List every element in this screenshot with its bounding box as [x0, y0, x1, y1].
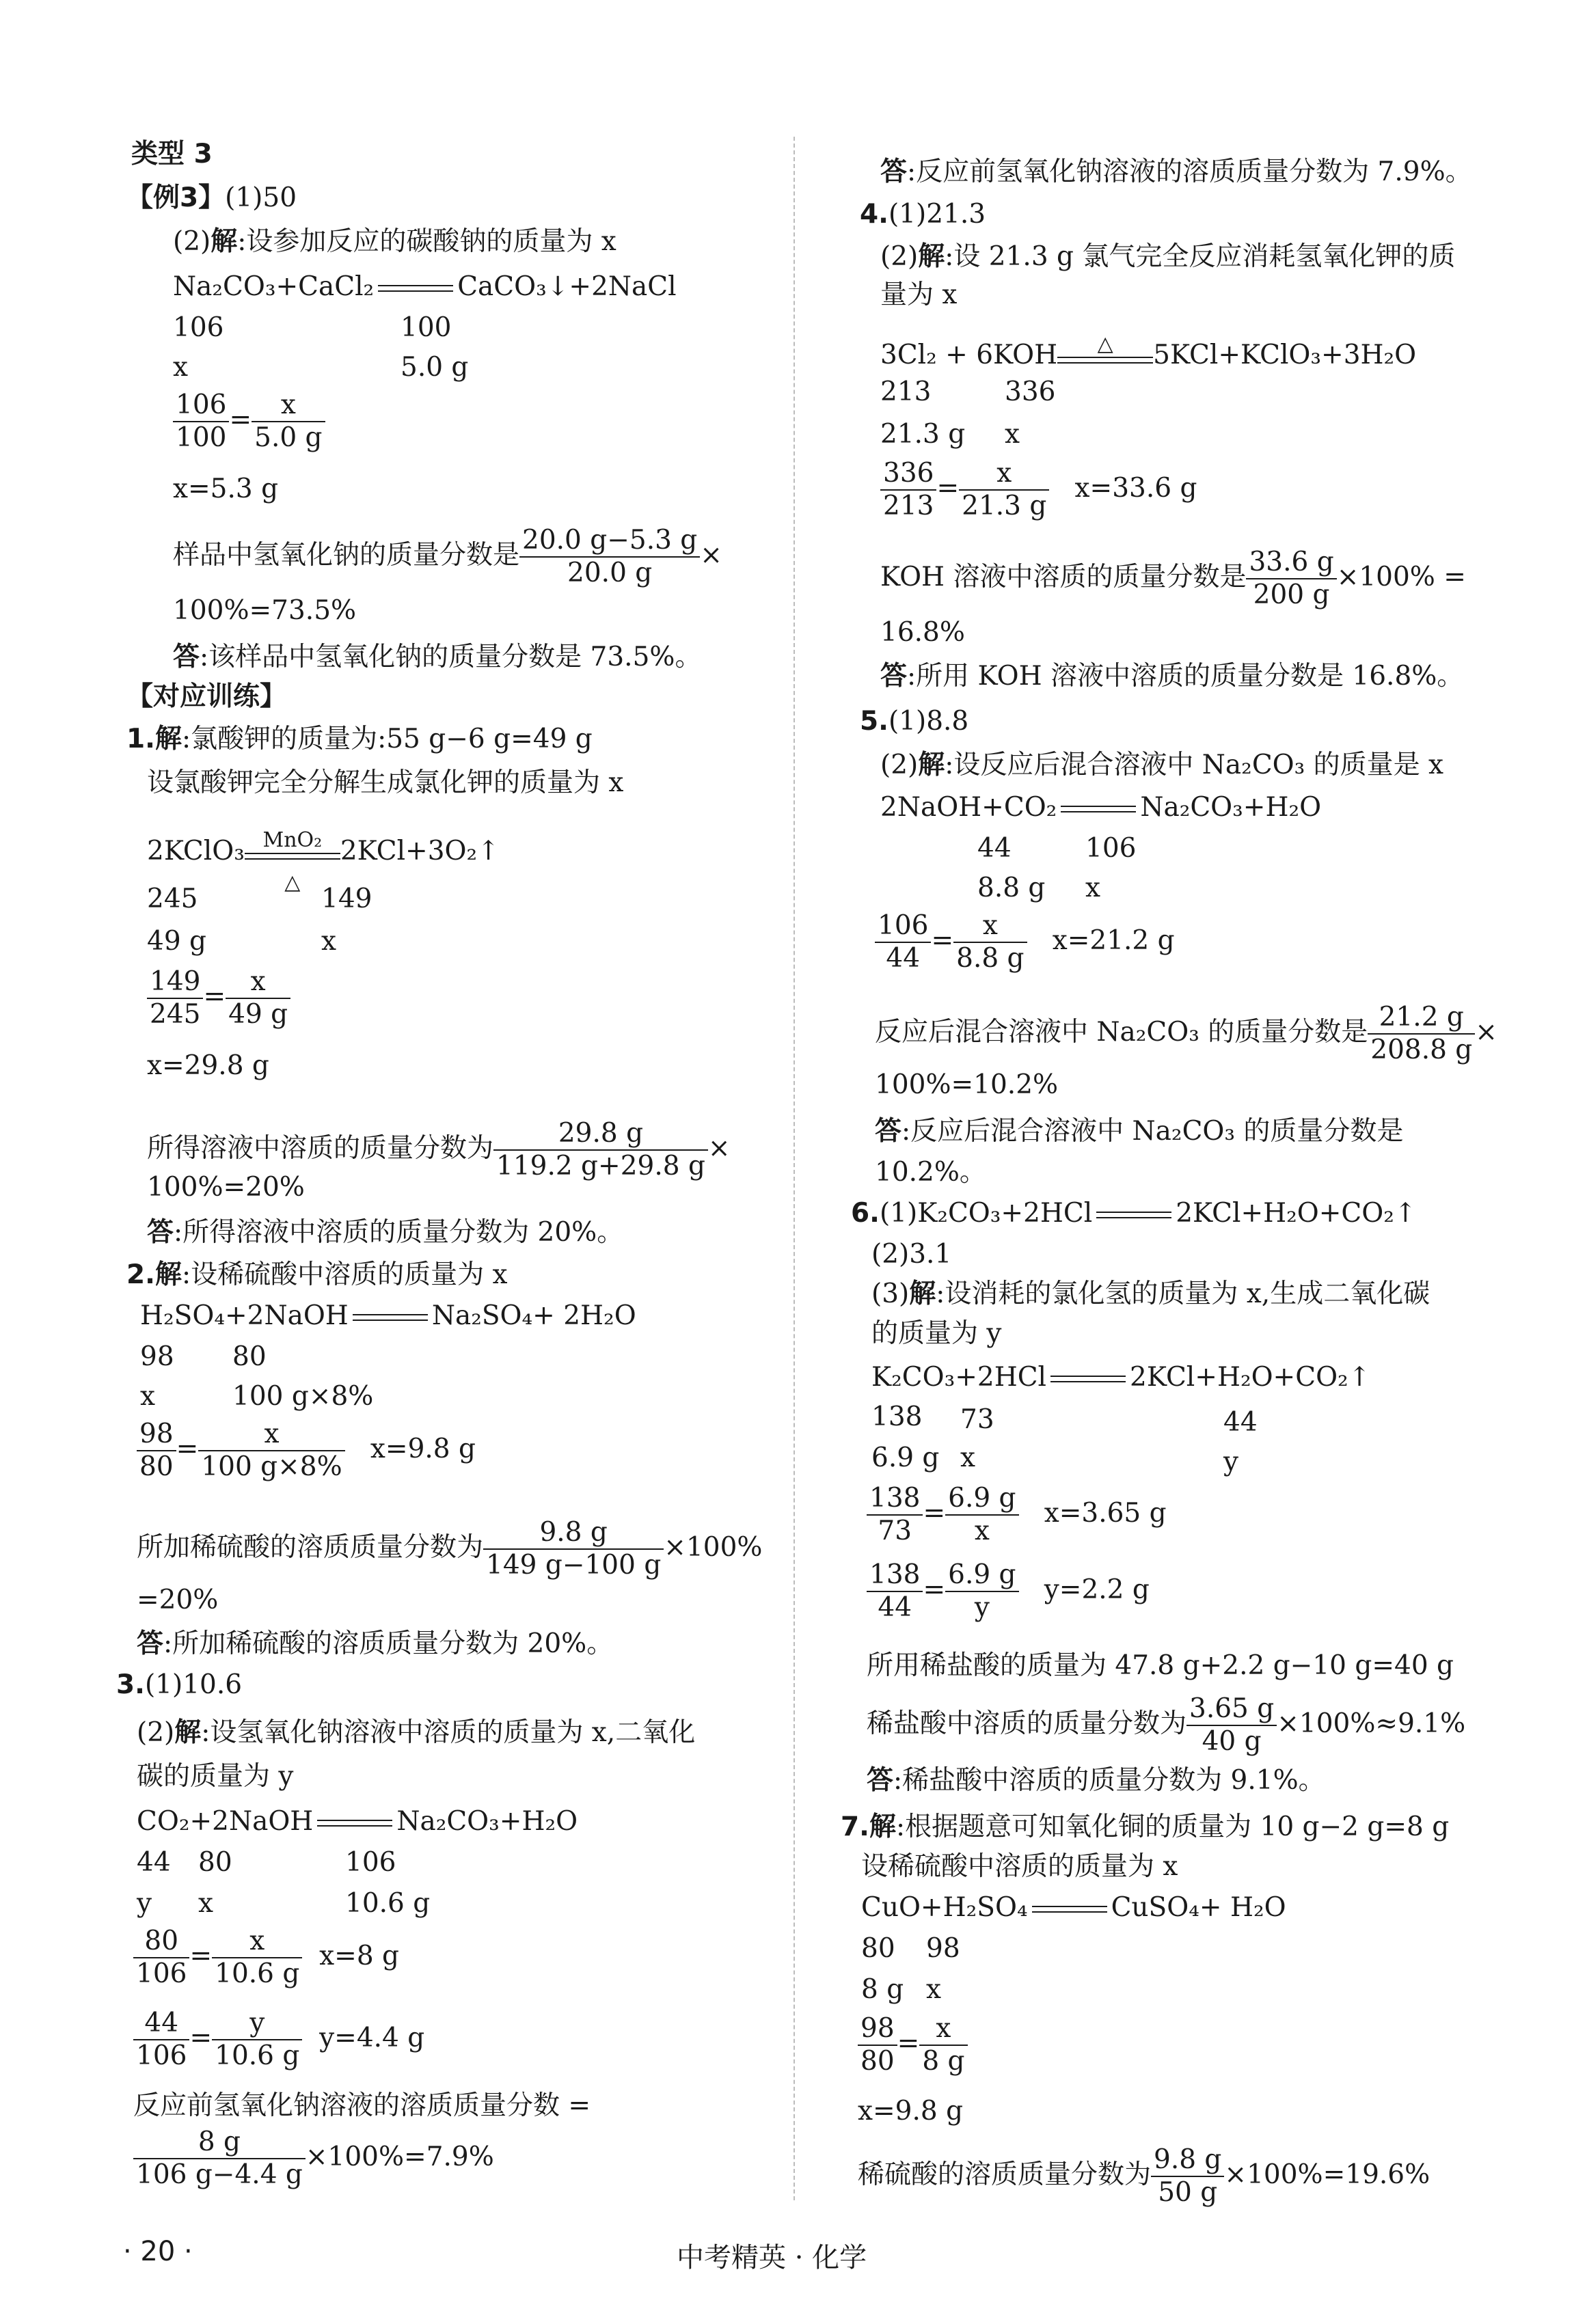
q3-equation: CO₂+2NaOH Na₂CO₃+H₂O	[137, 1806, 578, 1837]
q3-fraction: $\frac{8 g}{106 g-4.4 g}$ ×100%=7.9%	[133, 2127, 494, 2191]
q3-fraction-label: 反应前氢氧化钠溶液的溶质质量分数 =	[133, 2090, 591, 2121]
q1-fraction: 所得溶液中溶质的质量分数为 $\frac{29.8 g}{119.2 g+29.8 g}$ ×	[147, 1118, 731, 1181]
ratio-cell: 100	[401, 312, 452, 343]
q6-equation: K₂CO₃+2HCl 2KCl+H₂O+CO₂↑	[871, 1362, 1371, 1393]
result-line: 100%=20%	[147, 1172, 305, 1203]
q1-equation: 2KClO₃ MnO₂ △ 2KCl+3O₂↑	[147, 828, 500, 894]
q5-equation: 2NaOH+CO₂ Na₂CO₃+H₂O	[880, 792, 1322, 823]
q2-answer: 答:所加稀硫酸的溶质质量分数为 20%。	[137, 1628, 614, 1659]
q7-line-1: 7.解:根据题意可知氧化铜的质量为 10 g−2 g=8 g	[841, 1812, 1450, 1842]
solution-line: x=9.8 g	[858, 2096, 964, 2127]
example-3-equation: Na₂CO₃+CaCl₂ CaCO₃↓+2NaCl	[173, 271, 677, 302]
q4-answer: 答:所用 KOH 溶液中溶质的质量分数是 16.8%。	[880, 661, 1464, 692]
example-3-proportion: $\frac{106}{100}$ = $\frac{x}{5.0 g}$	[173, 389, 325, 454]
result-line: 16.8%	[880, 617, 965, 648]
q5-fraction: 反应后混合溶液中 Na₂CO₃ 的质量分数是 $\frac{21.2 g}{208.8 g}$ ×	[875, 1002, 1497, 1065]
q4-part-2-cont: 量为 x	[880, 279, 958, 310]
q3-part-2-cont: 碳的质量为 y	[137, 1761, 294, 1792]
ratio-cell: 106	[1085, 833, 1137, 864]
q6-part-1: 6.(1)K₂CO₃+2HCl 2KCl+H₂O+CO₂↑	[851, 1198, 1417, 1229]
ratio-cell: y	[1223, 1447, 1239, 1477]
q6-mass-line: 所用稀盐酸的质量为 47.8 g+2.2 g−10 g=40 g	[867, 1650, 1454, 1681]
q4-part-1: 4.(1)21.3	[860, 199, 986, 230]
ratio-cell: 138	[871, 1402, 923, 1432]
ratio-cell: x	[926, 1974, 941, 2005]
ratio-cell: 21.3 g	[880, 419, 966, 450]
ratio-cell: 80	[861, 1933, 895, 1964]
ratio-cell: 336	[1005, 377, 1056, 407]
q1-answer: 答:所得溶液中溶质的质量分数为 20%。	[147, 1217, 624, 1248]
ratio-cell: 213	[880, 377, 932, 407]
q6-part-2: (2)3.1	[871, 1239, 952, 1270]
example-3-fraction: 样品中氢氧化钠的质量分数是 $\frac{20.0 g-5.3 g}{20.0 g}$ ×	[173, 525, 722, 588]
ratio-cell: 106	[173, 312, 224, 343]
q6-proportion-x: $\frac{138}{73}$ = $\frac{6.9 g}{x}$ x=3.65 g	[867, 1483, 1167, 1547]
ratio-cell: 49 g	[147, 926, 206, 957]
solution-line: x=29.8 g	[147, 1050, 269, 1081]
q2-fraction: 所加稀硫酸的溶质质量分数为 $\frac{9.8 g}{149 g-100 g}$ ×100%	[137, 1517, 763, 1581]
solution-line: x=5.3 g	[173, 474, 279, 504]
q4-part-2: (2)解:设 21.3 g 氯气完全反应消耗氢氧化钾的质	[880, 241, 1456, 272]
q3-part-1: 3.(1)10.6	[116, 1669, 243, 1700]
q7-line-2: 设稀硫酸中溶质的质量为 x	[861, 1851, 1178, 1882]
q3-proportion-x: $\frac{80}{106}$ = $\frac{x}{10.6 g}$ x=8 g	[133, 1926, 399, 1990]
q5-proportion: $\frac{106}{44}$ = $\frac{x}{8.8 g}$ x=21.2 g	[875, 910, 1175, 974]
q1-line-2: 设氯酸钾完全分解生成氯化钾的质量为 x	[147, 767, 624, 798]
ratio-cell: 80	[232, 1341, 267, 1372]
ratio-cell: x	[198, 1888, 213, 1919]
ratio-cell: 73	[960, 1404, 994, 1435]
ratio-cell: 106	[345, 1847, 396, 1878]
q5-answer-cont: 10.2%。	[875, 1157, 986, 1188]
ratio-cell: 98	[140, 1341, 174, 1372]
ratio-cell: 8.8 g	[977, 873, 1046, 903]
ratio-cell: 245	[147, 884, 198, 914]
ratio-cell: 98	[926, 1933, 960, 1964]
q4-equation: 3Cl₂ + 6KOH △ 5KCl+KClO₃+3H₂O	[880, 332, 1417, 370]
q2-proportion: $\frac{98}{80}$ = $\frac{x}{100 g\times 8\%}$ x=9.8 g	[137, 1419, 476, 1483]
ratio-cell: 5.0 g	[401, 352, 469, 383]
q3-part-2: (2)解:设氢氧化钠溶液中溶质的质量为 x,二氧化	[137, 1717, 696, 1748]
q4-proportion: $\frac{336}{213}$ = $\frac{x}{21.3 g}$ x=33.6 g	[880, 458, 1197, 522]
q6-fraction: 稀盐酸中溶质的质量分数为 $\frac{3.65 g}{40 g}$ ×100%≈9.1%	[867, 1693, 1466, 1757]
q6-answer: 答:稀盐酸中溶质的质量分数为 9.1%。	[867, 1765, 1325, 1796]
q1-line-1: 1.解:氯酸钾的质量为:55 g−6 g=49 g	[126, 724, 593, 754]
q5-answer: 答:反应后混合溶液中 Na₂CO₃ 的质量分数是	[875, 1116, 1404, 1147]
q6-part-3-cont: 的质量为 y	[871, 1318, 1002, 1349]
ratio-cell: y	[137, 1888, 152, 1919]
ratio-cell: 44	[977, 833, 1012, 864]
page-number: · 20 ·	[123, 2236, 193, 2267]
book-title: 中考精英 · 化学	[677, 2242, 867, 2273]
q2-equation: H₂SO₄+2NaOH Na₂SO₄+ 2H₂O	[140, 1300, 636, 1331]
example-3-part-1: 【例3】(1)50	[126, 182, 297, 213]
ratio-cell: 6.9 g	[871, 1443, 940, 1473]
ratio-cell: x	[1085, 873, 1100, 903]
ratio-cell: 44	[137, 1847, 171, 1878]
q5-part-2: (2)解:设反应后混合溶液中 Na₂CO₃ 的质量是 x	[880, 750, 1444, 780]
q6-proportion-y: $\frac{138}{44}$ = $\frac{6.9 g}{y}$ y=2.2 g	[867, 1559, 1150, 1624]
q3-proportion-y: $\frac{44}{106}$ = $\frac{y}{10.6 g}$ y=4.4 g	[133, 2008, 424, 2072]
ratio-cell: 44	[1223, 1407, 1258, 1438]
ratio-cell: 149	[321, 884, 372, 914]
q5-part-1: 5.(1)8.8	[860, 706, 969, 737]
q2-line-1: 2.解:设稀硫酸中溶质的质量为 x	[126, 1259, 508, 1290]
ratio-cell: x	[1005, 419, 1020, 450]
ratio-cell: x	[173, 352, 188, 383]
ratio-cell: 8 g	[861, 1974, 904, 2005]
ratio-cell: x	[960, 1443, 975, 1473]
result-line: =20%	[137, 1585, 219, 1615]
ratio-cell: 10.6 g	[345, 1888, 431, 1919]
ratio-cell: x	[321, 926, 336, 957]
ratio-cell: 80	[198, 1847, 232, 1878]
example-3-answer: 答:该样品中氢氧化钠的质量分数是 73.5%。	[173, 642, 702, 672]
q6-part-3: (3)解:设消耗的氯化氢的质量为 x,生成二氧化碳	[871, 1279, 1430, 1309]
training-heading: 【对应训练】	[126, 681, 287, 712]
column-divider	[794, 137, 795, 2200]
q7-fraction: 稀硫酸的溶质质量分数为 $\frac{9.8 g}{50 g}$ ×100%=19.6%	[858, 2144, 1430, 2208]
q7-equation: CuO+H₂SO₄ CuSO₄+ H₂O	[861, 1892, 1286, 1923]
type-heading: 类型 3	[131, 139, 213, 169]
result-line: 100%=73.5%	[173, 595, 357, 626]
result-line: 100%=10.2%	[875, 1069, 1059, 1100]
ratio-cell: 100 g×8%	[232, 1381, 374, 1412]
q1-proportion: $\frac{149}{245}$ = $\frac{x}{49 g}$	[147, 966, 290, 1030]
q4-fraction: KOH 溶液中溶质的质量分数是 $\frac{33.6 g}{200 g}$ ×100% =	[880, 547, 1466, 610]
q3-answer: 答:反应前氢氧化钠溶液的溶质质量分数为 7.9%。	[880, 156, 1472, 187]
ratio-cell: x	[140, 1381, 155, 1412]
q7-proportion: $\frac{98}{80}$ = $\frac{x}{8 g}$	[858, 2013, 968, 2077]
example-3-part-2: (2)解:设参加反应的碳酸钠的质量为 x	[173, 226, 616, 257]
